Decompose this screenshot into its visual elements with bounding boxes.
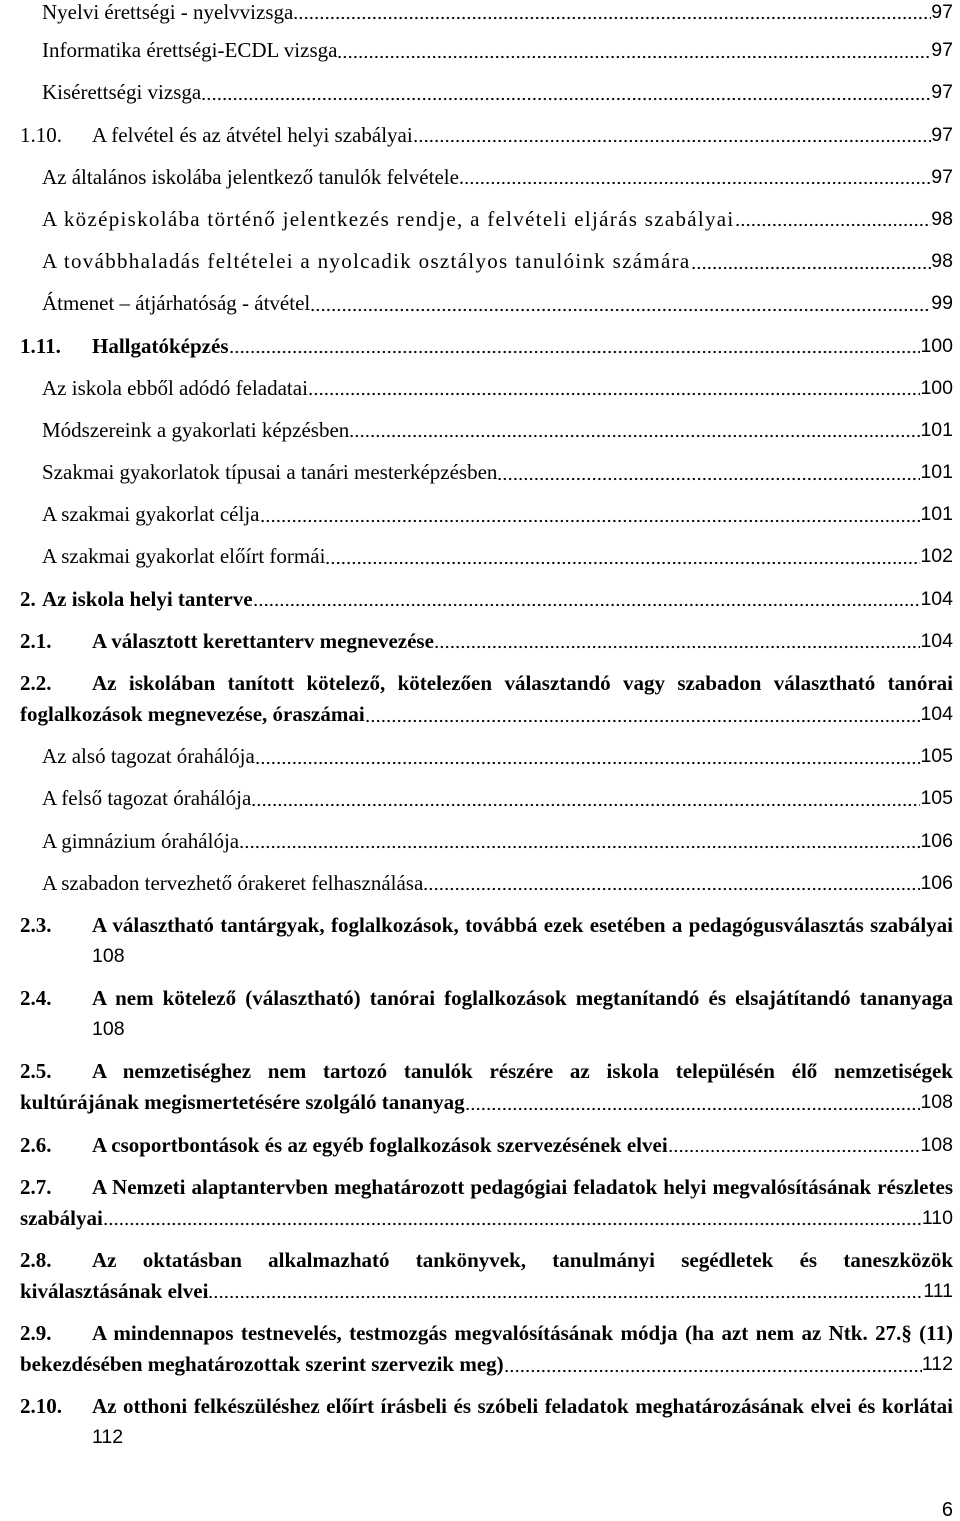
toc-entry-number: 2.4.: [20, 986, 52, 1011]
dot-leader: [504, 1349, 922, 1380]
toc-entry-number: 2.3.: [20, 912, 52, 937]
toc-entry[interactable]: [20, 35, 953, 66]
toc-entry-title: Kisérettségi vizsga: [42, 80, 202, 105]
toc-entry[interactable]: [20, 246, 953, 277]
toc-entry-number: 2.5.: [20, 1059, 52, 1084]
toc-entry[interactable]: [20, 668, 953, 730]
dot-leader: [260, 499, 921, 530]
page-number: 6: [941, 1499, 953, 1521]
toc-entry-number: 1.10.: [20, 122, 62, 147]
toc-entry-title: Az iskola ebből adódó feladatai: [42, 375, 308, 400]
toc-entry-page: 104: [920, 629, 953, 652]
toc-entry-title: Az általános iskolába jelentkező tanulók felvétele.: [42, 164, 465, 189]
toc-entry-page: 99: [931, 292, 953, 315]
dot-leader: [208, 1276, 923, 1307]
toc-entry-page: 108: [920, 1133, 953, 1156]
toc-entry-page: 106: [920, 871, 953, 894]
toc-entry-title: Informatika érettségi-ECDL vizsga: [42, 38, 338, 63]
toc-entry-title: A csoportbontások és az egyéb foglalkozások szervezésének elvei: [92, 1132, 668, 1157]
toc-entry-title-continued: bekezdésében meghatározottak szerint szervezik meg): [20, 1352, 504, 1377]
dot-leader: [201, 77, 931, 108]
toc-entry-page: 102: [920, 545, 953, 568]
toc-entry-page: 101: [920, 418, 953, 441]
toc-entry[interactable]: [20, 204, 953, 235]
dot-leader: [413, 120, 932, 151]
toc-entry-title: Szakmai gyakorlatok típusai a tanári mesterképzésben: [42, 460, 498, 485]
toc-entry-page: 97: [931, 165, 953, 188]
dot-leader: [497, 457, 920, 488]
dot-leader: [255, 741, 921, 772]
toc-entry[interactable]: [20, 584, 953, 615]
toc-entry-page: 108: [92, 1018, 125, 1041]
dot-leader: [464, 162, 931, 193]
toc-entry-page: 97: [931, 123, 953, 146]
toc-entry-title: A nem kötelező (választható) tanórai foglalkozások megtanítandó és elsajátítandó tananyaga: [92, 986, 953, 1011]
toc-entry-title-continued: foglalkozások megnevezése, óraszámai: [20, 702, 365, 726]
toc-entry[interactable]: [20, 783, 953, 814]
toc-entry-page: 108: [920, 1091, 953, 1114]
toc-entry-page: 97: [931, 81, 953, 104]
toc-entry-title: A szabadon tervezhető órakeret felhasználása: [42, 870, 424, 895]
dot-leader: [293, 0, 931, 24]
toc-entry-title: A választott kerettanterv megnevezése: [92, 628, 434, 653]
toc-entry-page: 110: [921, 1206, 953, 1229]
toc-entry[interactable]: [20, 120, 953, 151]
toc-entry-number: 2.2.: [20, 671, 52, 695]
toc-entry-number: 1.11.: [20, 333, 61, 358]
dot-leader: [434, 626, 921, 657]
toc-entry-page: 100: [920, 376, 953, 399]
toc-entry[interactable]: [20, 541, 953, 572]
toc-entry[interactable]: [20, 741, 953, 772]
toc-entry-title: Átmenet – átjárhatóság - átvétel: [42, 291, 311, 316]
toc-entry-number: 2.8.: [20, 1247, 52, 1272]
toc-entry[interactable]: [20, 1130, 953, 1161]
toc-entry-number: 2.9.: [20, 1321, 52, 1346]
toc-entry-title: A felvétel és az átvétel helyi szabályai: [92, 122, 413, 147]
dot-leader: [423, 868, 920, 899]
toc-entry-title-continued: kiválasztásának elvei: [20, 1278, 209, 1303]
toc-entry[interactable]: [20, 1245, 953, 1307]
toc-entry[interactable]: [20, 626, 953, 657]
toc-entry-page: 106: [920, 829, 953, 852]
toc-entry[interactable]: [20, 983, 953, 1045]
dot-leader: [691, 246, 932, 277]
dot-leader: [365, 699, 921, 730]
toc-entry-page: 108: [92, 944, 125, 967]
toc-entry-title-continued: szabályai: [20, 1205, 103, 1230]
toc-entry-page: 101: [920, 461, 953, 484]
toc-entry-number: 2.10.: [20, 1394, 62, 1419]
toc-entry-page: 98: [931, 207, 953, 230]
toc-entry-title: Az iskolában tanított kötelező, kötelezően választandó vagy szabadon választható tanórai: [92, 671, 953, 695]
toc-entry-title: Az oktatásban alkalmazható tankönyvek, tanulmányi segédletek és taneszközök: [92, 1247, 953, 1272]
toc-entry-title: Az otthoni felkészüléshez előírt írásbeli és szóbeli feladatok meghatározásának elvei és korlátai: [92, 1394, 953, 1419]
toc-entry[interactable]: [20, 457, 953, 488]
dot-leader: [337, 35, 931, 66]
toc-entry[interactable]: [20, 868, 953, 899]
toc-entry-page: 112: [921, 1353, 953, 1376]
toc-entry-title: A szakmai gyakorlat célja: [42, 502, 260, 527]
dot-leader: [310, 288, 931, 319]
toc-entry-title: Módszereink a gyakorlati képzésben: [42, 417, 350, 442]
toc-entry-title: A továbbhaladás feltételei a nyolcadik osztályos tanulóink számára: [42, 249, 691, 274]
toc-entry[interactable]: [20, 162, 953, 193]
dot-leader: [239, 826, 920, 857]
toc-entry[interactable]: [20, 288, 953, 319]
toc-entry-page: 101: [920, 503, 953, 526]
toc-entry[interactable]: [20, 1172, 953, 1234]
dot-leader: [349, 415, 920, 446]
toc-entry-page: 104: [920, 587, 953, 610]
toc-entry-number: 2.1.: [20, 628, 52, 653]
toc-entry-title: A szakmai gyakorlat előírt formái: [42, 544, 326, 569]
dot-leader: [735, 204, 932, 235]
toc-entry-page: 105: [920, 787, 953, 810]
dot-leader: [229, 331, 921, 362]
dot-leader: [465, 1087, 921, 1118]
dot-leader: [325, 541, 920, 572]
toc-entry[interactable]: [20, 77, 953, 108]
toc-entry[interactable]: [20, 1056, 953, 1118]
dot-leader: [251, 783, 920, 814]
toc-entry-title: A felső tagozat órahálója: [42, 786, 252, 811]
toc-entry[interactable]: [20, 331, 953, 362]
toc-entry[interactable]: [20, 1318, 953, 1380]
toc-entry[interactable]: [20, 373, 953, 404]
toc-entry-page: 111: [923, 1279, 953, 1302]
toc-entry[interactable]: [20, 0, 953, 24]
toc-entry-title: A középiskolába történő jelentkezés rendje, a felvételi eljárás szabályai: [42, 206, 735, 231]
dot-leader: [253, 584, 921, 615]
toc-entry-number: 2.7.: [20, 1174, 52, 1199]
toc-entry-title: Az iskola helyi tanterve: [42, 586, 253, 611]
toc-entry-number: 2.6.: [20, 1132, 52, 1157]
toc-entry[interactable]: [20, 826, 953, 857]
toc-entry-title-continued: kultúrájának megismertetésére szolgáló tananyag: [20, 1090, 465, 1115]
toc-entry-title: A nemzetiséghez nem tartozó tanulók részére az iskola településén élő nemzetiségek: [92, 1059, 953, 1084]
toc-entry-number: 2.: [20, 586, 36, 611]
toc-entry[interactable]: [20, 910, 953, 972]
dot-leader: [308, 373, 921, 404]
toc-entry-title: Hallgatóképzés: [92, 333, 229, 358]
toc-entry-page: 97: [931, 39, 953, 62]
toc-entry-title: A Nemzeti alaptantervben meghatározott pedagógiai feladatok helyi megvalósításának részletes: [92, 1174, 953, 1199]
toc-entry-title: Nyelvi érettségi - nyelvvizsga: [42, 0, 294, 24]
toc-entry-page: 97: [931, 1, 953, 23]
toc-entry-title: A mindennapos testnevelés, testmozgás megvalósításának módja (ha azt nem az Ntk. 27.§ (11): [92, 1321, 953, 1346]
toc-entry-title: A választható tantárgyak, foglalkozások, továbbá ezek esetében a pedagógusválasztás szabályai: [92, 912, 953, 937]
toc-entry[interactable]: [20, 499, 953, 530]
toc-entry-page: 100: [920, 334, 953, 357]
dot-leader: [668, 1130, 921, 1161]
toc-entry-page: 98: [931, 250, 953, 273]
dot-leader: [103, 1203, 922, 1234]
toc-entry-title: A gimnázium órahálója: [42, 828, 240, 853]
toc-entry-page: 112: [92, 1426, 124, 1449]
toc-entry-title: Az alsó tagozat órahálója: [42, 744, 255, 769]
toc-entry[interactable]: [20, 415, 953, 446]
table-of-contents: [20, 0, 953, 1464]
toc-entry-page: 104: [920, 703, 953, 725]
toc-entry[interactable]: [20, 1391, 953, 1453]
toc-entry-page: 105: [920, 745, 953, 768]
